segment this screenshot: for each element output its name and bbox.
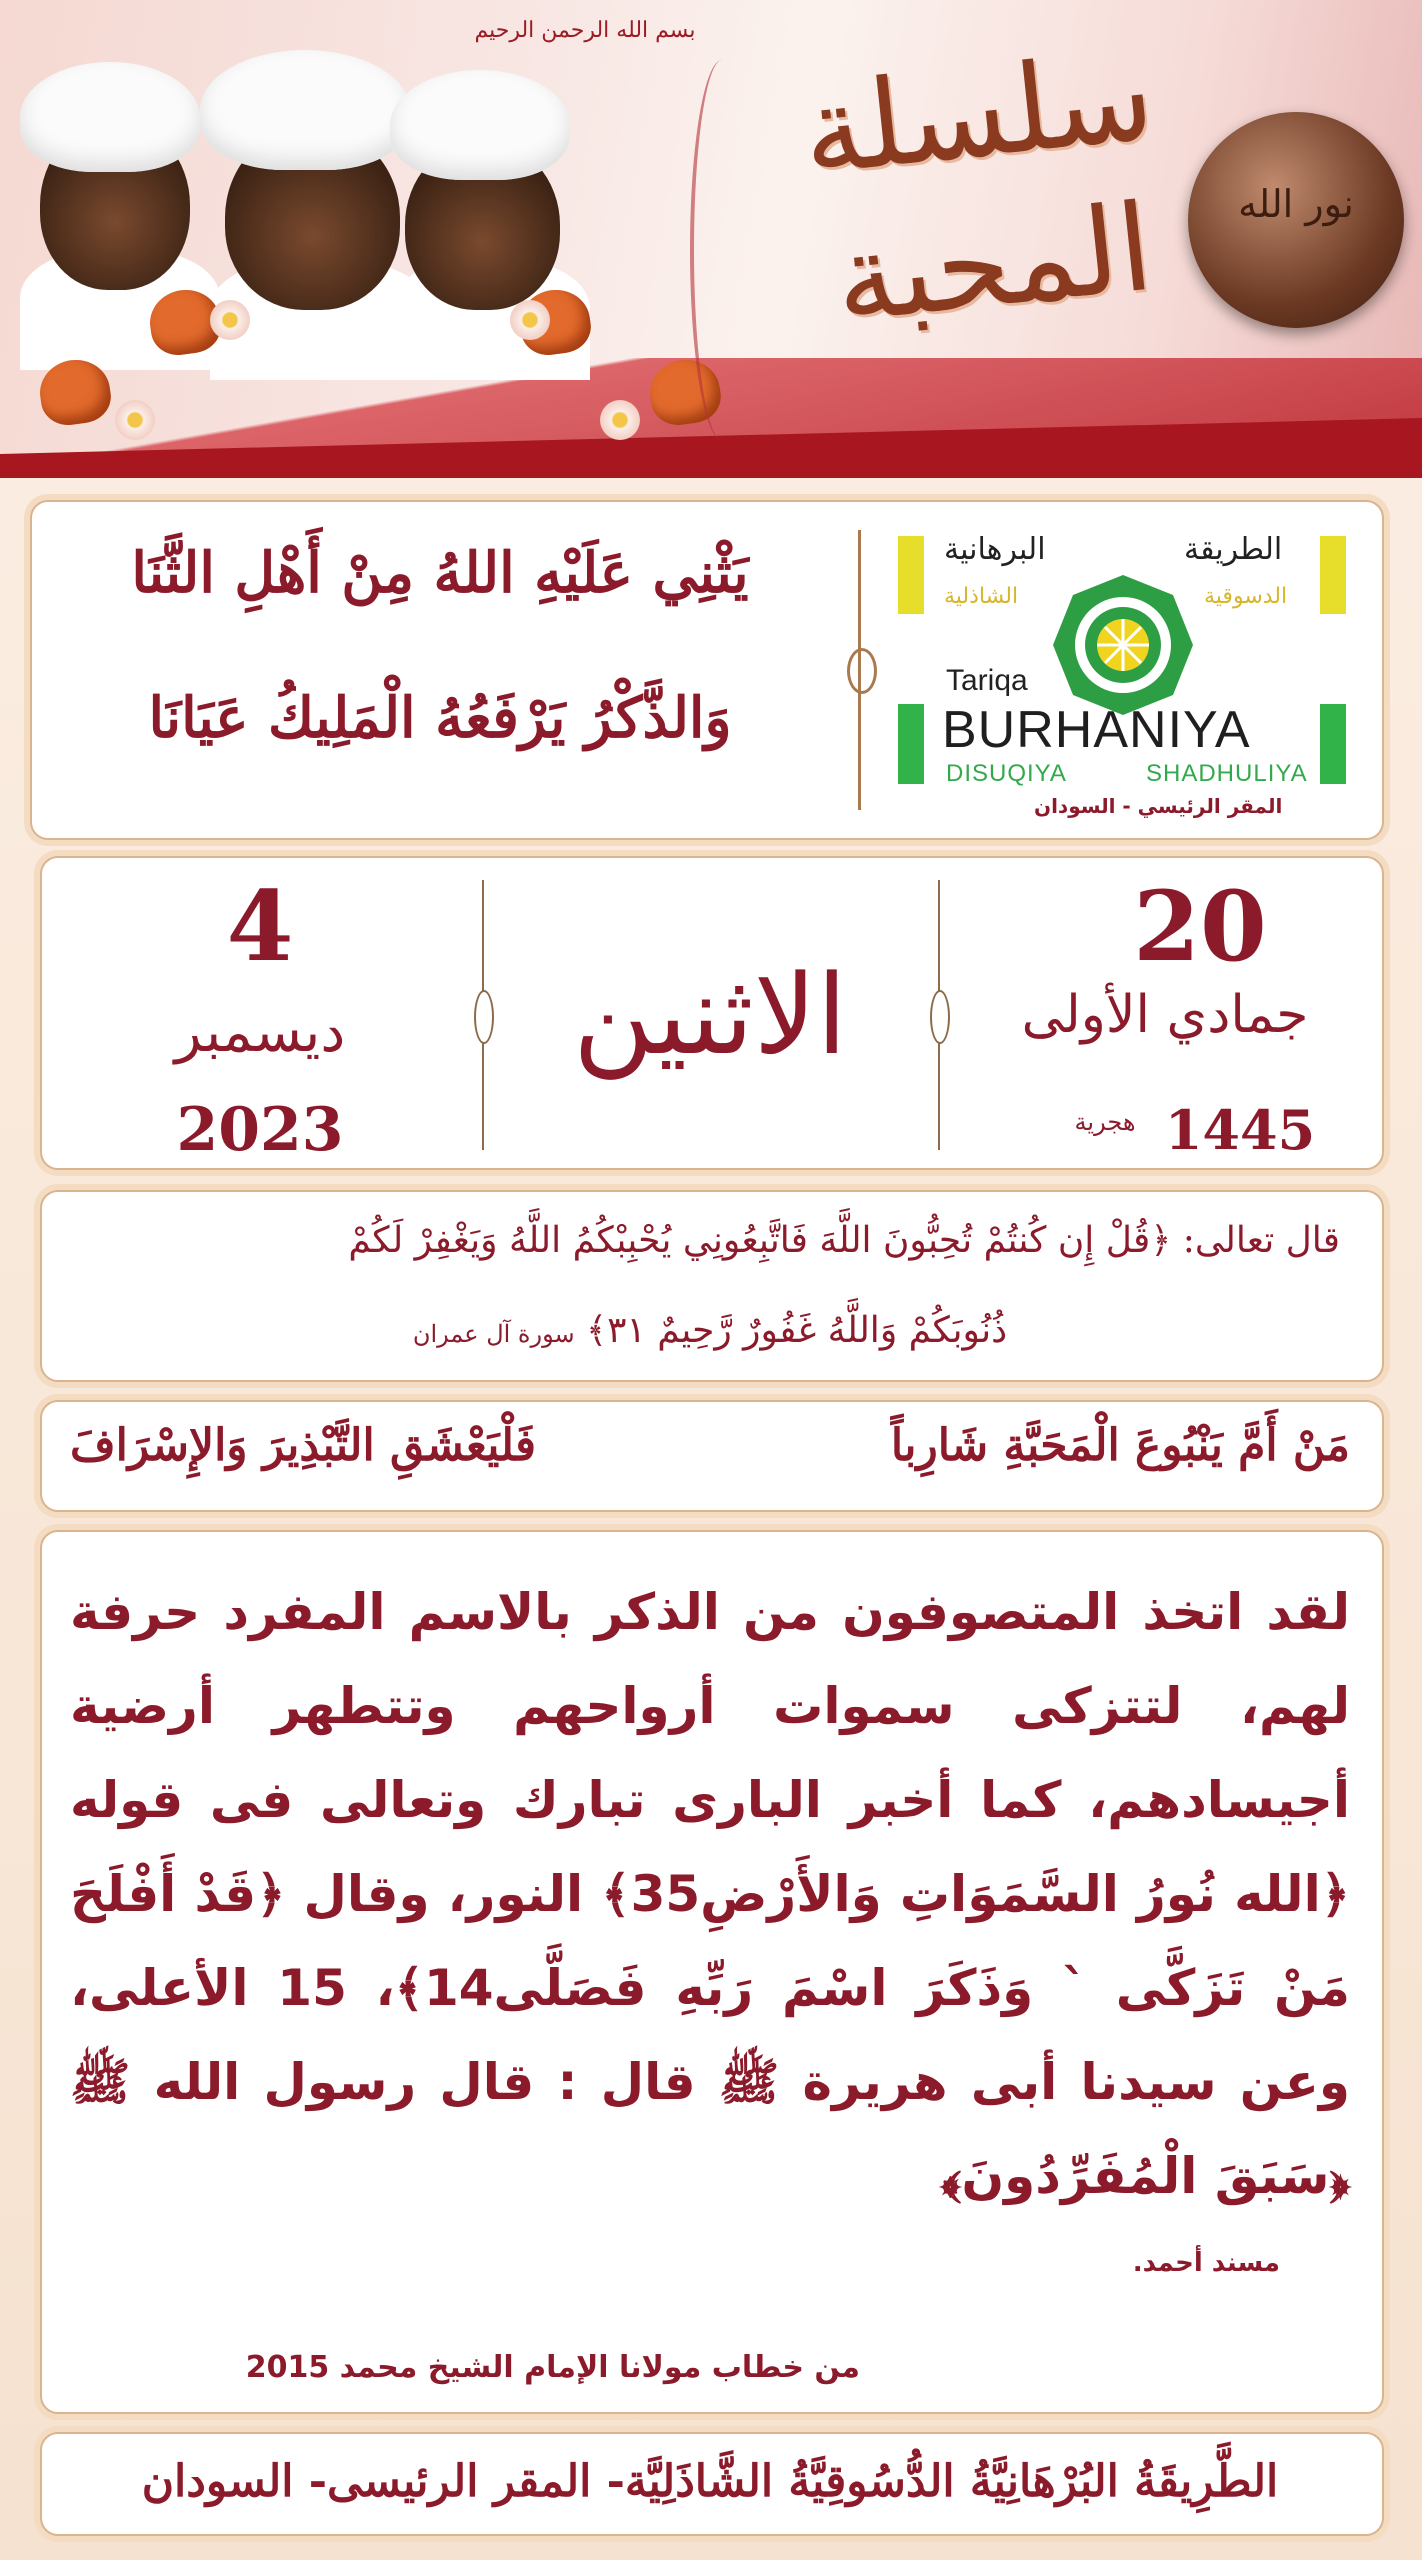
flower-decoration xyxy=(115,400,155,440)
logo-ar-sub-right: الدسوقية xyxy=(1204,584,1288,609)
logo-ar-sub-left: الشاذلية xyxy=(944,584,1019,609)
logo-green-bar-right xyxy=(1320,704,1346,784)
poetry-line xyxy=(70,1420,1350,1471)
portrait-3-turban xyxy=(390,70,570,180)
seal-text: نور الله xyxy=(1238,182,1354,226)
flower-decoration xyxy=(600,400,640,440)
hijri-month: جمادي الأولى xyxy=(1021,985,1309,1045)
weekday: الاثنين xyxy=(572,951,848,1079)
header-banner xyxy=(0,0,1422,478)
seal-coin xyxy=(1188,112,1404,328)
gregorian-month: ديسمبر xyxy=(174,1000,346,1065)
poem xyxy=(40,510,850,830)
series-title: سلسلة المحبة xyxy=(795,27,1160,351)
logo-yellow-bar-right xyxy=(1320,536,1346,614)
gregorian-year: 2023 xyxy=(176,1095,344,1165)
burhaniya-logo xyxy=(884,514,1362,832)
flower-decoration xyxy=(510,300,550,340)
date-separator-ornament xyxy=(474,990,494,1044)
poetry-line-left: فَلْيَعْشَقِ التَّبْذِيرَ وَالإِسْرَافَ xyxy=(70,1420,537,1471)
verse-line-2-wrap xyxy=(80,1310,1340,1351)
logo-ar-right: الطريقة xyxy=(1184,532,1283,567)
logo-sub-right: SHADHULIYA xyxy=(1146,760,1308,787)
ornament-divider xyxy=(858,530,883,810)
portrait-2-turban xyxy=(200,50,410,170)
hijri-label: هجرية xyxy=(1074,1108,1136,1136)
hijri-day: 20 xyxy=(1133,870,1267,983)
flower-decoration xyxy=(210,300,250,340)
verse-line-2: ذُنُوبَكُمْ وَاللَّهُ غَفُورٌ رَّحِيمٌ ٣١﴾ xyxy=(586,1310,1008,1351)
verse-panel xyxy=(40,1190,1384,1382)
body-footnote: من خطاب مولانا الإمام الشيخ محمد 2015 xyxy=(245,2350,860,2385)
logo-tariqa: Tariqa xyxy=(946,664,1028,697)
poem-line-1: يَثْنِي عَلَيْهِ اللهُ مِنْ أَهْلِ الثَّنَا xyxy=(131,540,749,606)
logo-yellow-bar-left xyxy=(898,536,924,614)
portrait-1-turban xyxy=(20,62,200,172)
date-separator-ornament xyxy=(930,990,950,1044)
burhaniya-emblem-icon xyxy=(1048,570,1198,720)
gregorian-day: 4 xyxy=(226,870,294,983)
vine-ornament xyxy=(690,60,754,440)
poem-line-2: وَالذَّكْرُ يَرْفَعُهُ الْمَلِيكُ عَيَانَا xyxy=(148,685,732,751)
verse-line-1: قال تعالى: ﴿قُلْ إِن كُنتُمْ تُحِبُّونَ اللَّهَ فَاتَّبِعُونِي يُحْبِبْكُمُ اللَّهُ وَيَغْفِرْ لَكُمْ xyxy=(348,1220,1340,1261)
body-text: لقد اتخذ المتصوفون من الذكر بالاسم المفرد حرفة لهم، لتتزكى سموات أرواحهم وتتطهر أرضية أجيسادهم، كما أخبر البارى تبارك وتعالى فى قوله ﴿الله نُورُ السَّمَوَاتِ وَالأَرْضِ35﴾ النور، وقال ﴿قَدْ أَفْلَحَ مَنْ تَزَكَّى ` وَذَكَرَ اسْمَ رَبِّهِ فَصَلَّى14﴾، 15 الأعلى، وعن سيدنا أبى هريرة ﷺ قال : قال رسول الله ﷺ ﴿سَبَقَ الْمُفَرِّدُونَ﴾ xyxy=(70,1583,1351,2205)
hijri-year: 1445 xyxy=(1164,1098,1316,1162)
basmala: بسم الله الرحمن الرحيم xyxy=(474,18,696,43)
logo-ar-left: البرهانية xyxy=(944,532,1046,567)
logo-name: BURHANIYA xyxy=(942,701,1251,759)
poetry-line-right: مَنْ أَمَّ يَنْبُوعَ الْمَحَبَّةِ شَارِباً xyxy=(890,1420,1350,1471)
verse-source: سورة آل عمران xyxy=(412,1320,575,1348)
logo-sub-left: DISUQIYA xyxy=(946,760,1067,787)
logo-hq: المقر الرئيسي - السودان xyxy=(1034,794,1283,818)
footer-text: الطَّرِيقَةُ البُرْهَانِيَّةُ الدُّسُوقِيَّةُ الشَّاذَلِيَّة- المقر الرئيسى- السودان xyxy=(141,2456,1279,2507)
body-source: مسند أحمد. xyxy=(1132,2248,1280,2278)
logo-green-bar-left xyxy=(898,704,924,784)
